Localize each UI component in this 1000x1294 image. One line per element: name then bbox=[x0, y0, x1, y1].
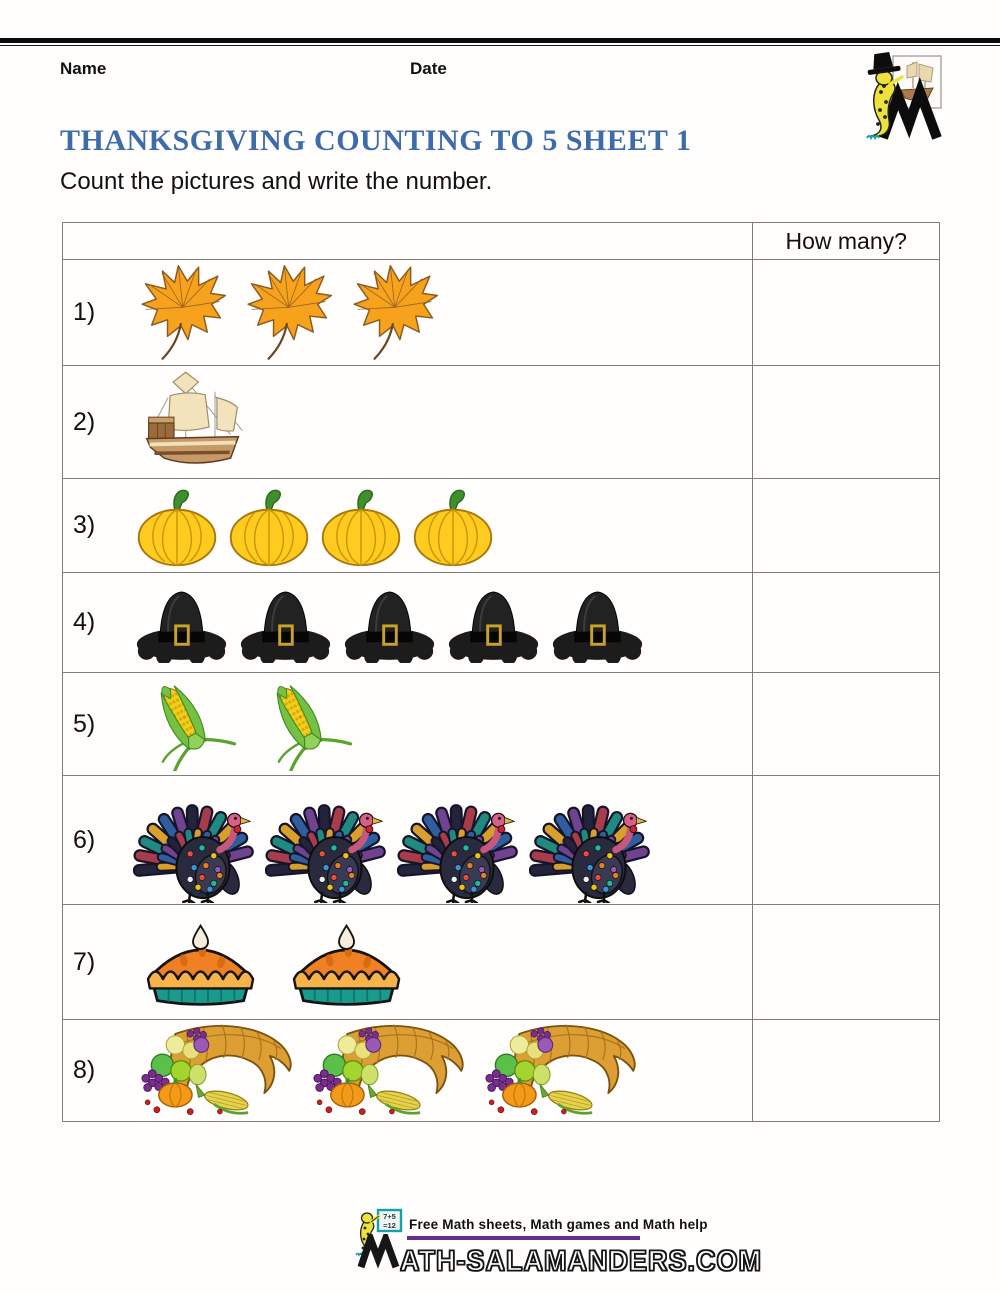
corn-cob-icon bbox=[249, 675, 355, 771]
pumpkin-icon bbox=[409, 484, 497, 568]
header-how-many-cell: How many? bbox=[752, 223, 939, 259]
turkey-icon bbox=[397, 777, 533, 903]
pilgrim-hat-icon bbox=[237, 581, 334, 663]
row-number: 3) bbox=[73, 511, 96, 539]
pilgrim-hat-icon bbox=[549, 581, 646, 663]
corn-cob-icon bbox=[133, 675, 239, 771]
maple-leaf-icon bbox=[239, 260, 339, 360]
worksheet-row-6 bbox=[63, 775, 939, 904]
pumpkin-icon bbox=[133, 484, 221, 568]
answer-cell-4[interactable] bbox=[752, 573, 939, 672]
mayflower-ship-icon bbox=[133, 370, 255, 476]
pumpkin-pie-icon bbox=[133, 920, 269, 1010]
footer bbox=[0, 1200, 1000, 1294]
page-title: THANKSGIVING COUNTING TO 5 SHEET 1 bbox=[60, 124, 692, 157]
answer-cell-2[interactable] bbox=[752, 366, 939, 478]
counting-table bbox=[62, 222, 940, 1122]
picture-group bbox=[133, 370, 255, 478]
answer-cell-1[interactable] bbox=[752, 260, 939, 365]
picture-group bbox=[133, 1019, 647, 1121]
instruction-text: Count the pictures and write the number. bbox=[60, 168, 493, 195]
pilgrim-hat-icon bbox=[341, 581, 438, 663]
answer-cell-7[interactable] bbox=[752, 905, 939, 1019]
row-number: 2) bbox=[73, 407, 96, 436]
turkey-icon bbox=[265, 777, 401, 903]
pictures-cell bbox=[63, 905, 752, 1019]
date-label: Date bbox=[410, 59, 447, 78]
cornucopia-icon bbox=[133, 1019, 303, 1119]
cornucopia-icon bbox=[305, 1019, 475, 1119]
worksheet-row-5 bbox=[63, 672, 939, 775]
maple-leaf-icon bbox=[345, 260, 445, 360]
top-rule-thick bbox=[0, 38, 1000, 43]
turkey-icon bbox=[133, 777, 269, 903]
worksheet-row-3 bbox=[63, 478, 939, 572]
header-pictures-cell bbox=[63, 223, 752, 259]
pumpkin-icon bbox=[225, 484, 313, 568]
row-number: 4) bbox=[73, 608, 96, 636]
pumpkin-icon bbox=[317, 484, 405, 568]
wordmark-m-icon bbox=[356, 1234, 400, 1275]
row-number: 8) bbox=[73, 1056, 96, 1084]
picture-group bbox=[133, 675, 355, 775]
pumpkin-pie-icon bbox=[279, 920, 415, 1010]
answer-cell-6[interactable] bbox=[752, 776, 939, 904]
worksheet-row-8 bbox=[63, 1019, 939, 1121]
pictures-cell bbox=[63, 260, 752, 365]
answer-cell-3[interactable] bbox=[752, 479, 939, 572]
answer-cell-5[interactable] bbox=[752, 673, 939, 775]
pictures-cell bbox=[63, 673, 752, 775]
turkey-icon bbox=[529, 777, 665, 903]
maple-leaf-icon bbox=[133, 260, 233, 360]
cornucopia-icon bbox=[477, 1019, 647, 1119]
pilgrim-hat-icon bbox=[133, 581, 230, 663]
top-rule-thin bbox=[0, 45, 1000, 46]
pictures-cell bbox=[63, 366, 752, 478]
worksheet-row-2 bbox=[63, 365, 939, 478]
row-number: 6) bbox=[73, 825, 96, 854]
worksheet-row-4 bbox=[63, 572, 939, 672]
worksheet-row-1 bbox=[63, 259, 939, 365]
picture-group bbox=[133, 777, 665, 904]
row-number: 5) bbox=[73, 709, 96, 738]
footer-tagline: Free Math sheets, Math games and Math help bbox=[409, 1217, 708, 1232]
math-salamanders-logo bbox=[856, 50, 948, 147]
name-label: Name bbox=[60, 59, 107, 78]
table-header-row bbox=[63, 223, 939, 259]
svg-text:7+5: 7+5 bbox=[383, 1212, 396, 1221]
picture-group bbox=[133, 581, 646, 672]
picture-group bbox=[133, 484, 497, 572]
footer-wordmark bbox=[356, 1234, 762, 1275]
picture-group bbox=[133, 920, 415, 1019]
pictures-cell bbox=[63, 479, 752, 572]
pilgrim-hat-icon bbox=[445, 581, 542, 663]
row-number: 1) bbox=[73, 298, 96, 326]
picture-group bbox=[133, 260, 445, 365]
pictures-cell bbox=[63, 1020, 752, 1121]
pictures-cell bbox=[63, 776, 752, 904]
worksheet-row-7 bbox=[63, 904, 939, 1019]
pictures-cell bbox=[63, 573, 752, 672]
row-number: 7) bbox=[73, 947, 96, 976]
answer-cell-8[interactable] bbox=[752, 1020, 939, 1121]
wordmark-text: ATH-SALAMANDERS.COM bbox=[400, 1245, 762, 1277]
svg-text:=12: =12 bbox=[383, 1221, 396, 1230]
